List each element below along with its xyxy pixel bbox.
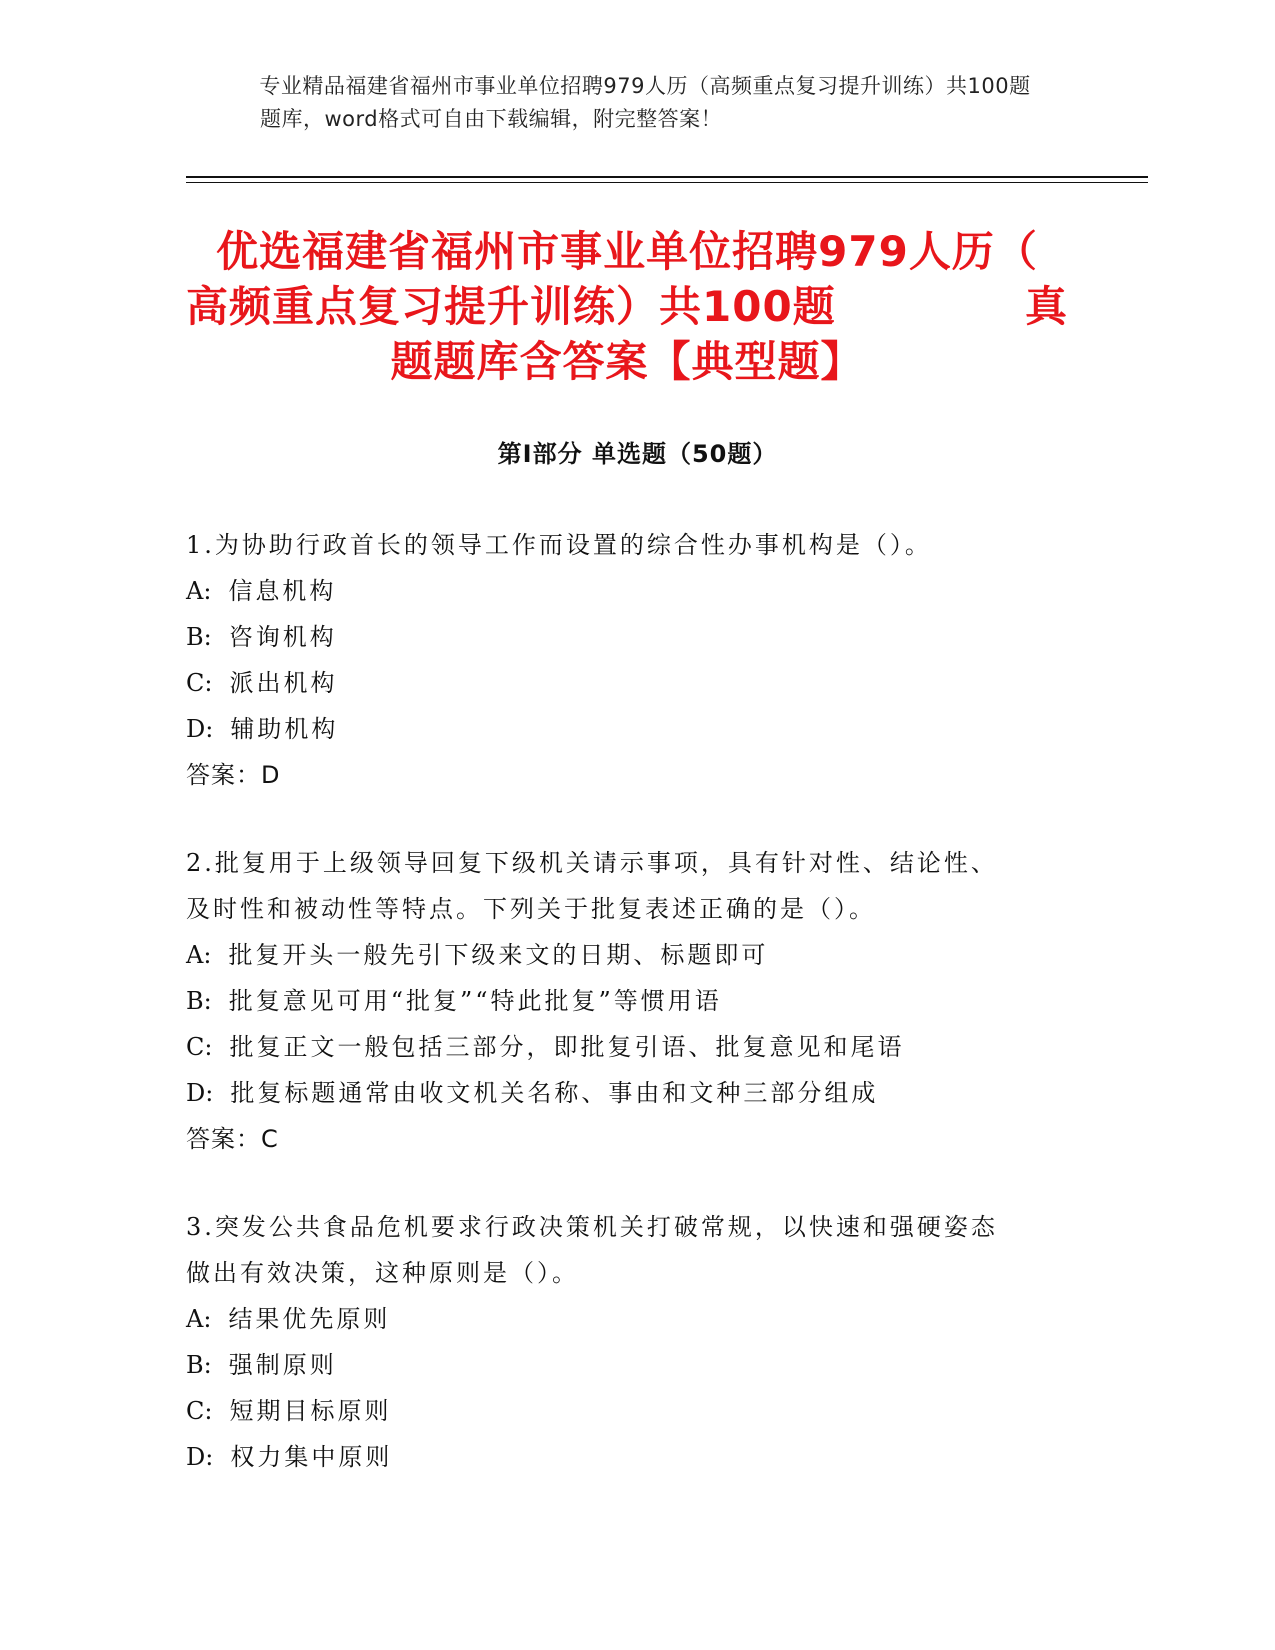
question-stem-line-1: 2.批复用于上级领导回复下级机关请示事项，具有针对性、结论性、 — [186, 849, 998, 877]
title-line-2 — [186, 279, 1068, 334]
answer: 答案：C — [186, 1125, 279, 1153]
title-line-1: 优选福建省福州市事业单位招聘979人历（ — [216, 227, 1038, 276]
title-line-2-right: 真 — [1024, 282, 1068, 331]
question-2 — [186, 840, 1066, 1162]
question-stem-line-2: 及时性和被动性等特点。下列关于批复表述正确的是（）。 — [186, 895, 876, 923]
header-divider-thin — [186, 182, 1148, 183]
title-line-2-left: 高频重点复习提升训练）共100题 — [186, 282, 836, 331]
header-line-1: 专业精品福建省福州市事业单位招聘979人历（高频重点复习提升训练）共100题 — [259, 74, 1031, 98]
option-a: A: 信息机构 — [186, 577, 337, 605]
option-d: D: 批复标题通常由收文机关名称、事由和文种三部分组成 — [186, 1079, 879, 1107]
option-b: B: 强制原则 — [186, 1351, 337, 1379]
option-c: C: 批复正文一般包括三部分，即批复引语、批复意见和尾语 — [186, 1033, 905, 1061]
header-divider-thick — [186, 176, 1148, 178]
option-d: D: 辅助机构 — [186, 715, 339, 743]
question-1 — [186, 522, 1066, 798]
question-3 — [186, 1204, 1066, 1480]
question-list — [186, 522, 1066, 1522]
section-title: 第Ⅰ部分 单选题（50题） — [497, 440, 778, 468]
option-d: D: 权力集中原则 — [186, 1443, 393, 1471]
question-stem-line-1: 3.突发公共食品危机要求行政决策机关打破常规，以快速和强硬姿态 — [186, 1213, 998, 1241]
document-title — [186, 224, 1068, 389]
document-header — [150, 70, 1140, 136]
answer: 答案：D — [186, 761, 281, 789]
question-stem-line-2: 做出有效决策，这种原则是（）。 — [186, 1259, 579, 1287]
header-line-2: 题库，word格式可自由下载编辑，附完整答案！ — [260, 107, 723, 131]
option-c: C: 短期目标原则 — [186, 1397, 392, 1425]
option-b: B: 咨询机构 — [186, 623, 337, 651]
question-stem: 1.为协助行政首长的领导工作而设置的综合性办事机构是（）。 — [186, 531, 932, 559]
title-line-3: 题题库含答案【典型题】 — [390, 337, 864, 386]
option-b: B: 批复意见可用“批复”“特此批复”等惯用语 — [186, 987, 722, 1015]
option-c: C: 派出机构 — [186, 669, 338, 697]
option-a: A: 批复开头一般先引下级来文的日期、标题即可 — [186, 941, 769, 969]
option-a: A: 结果优先原则 — [186, 1305, 391, 1333]
